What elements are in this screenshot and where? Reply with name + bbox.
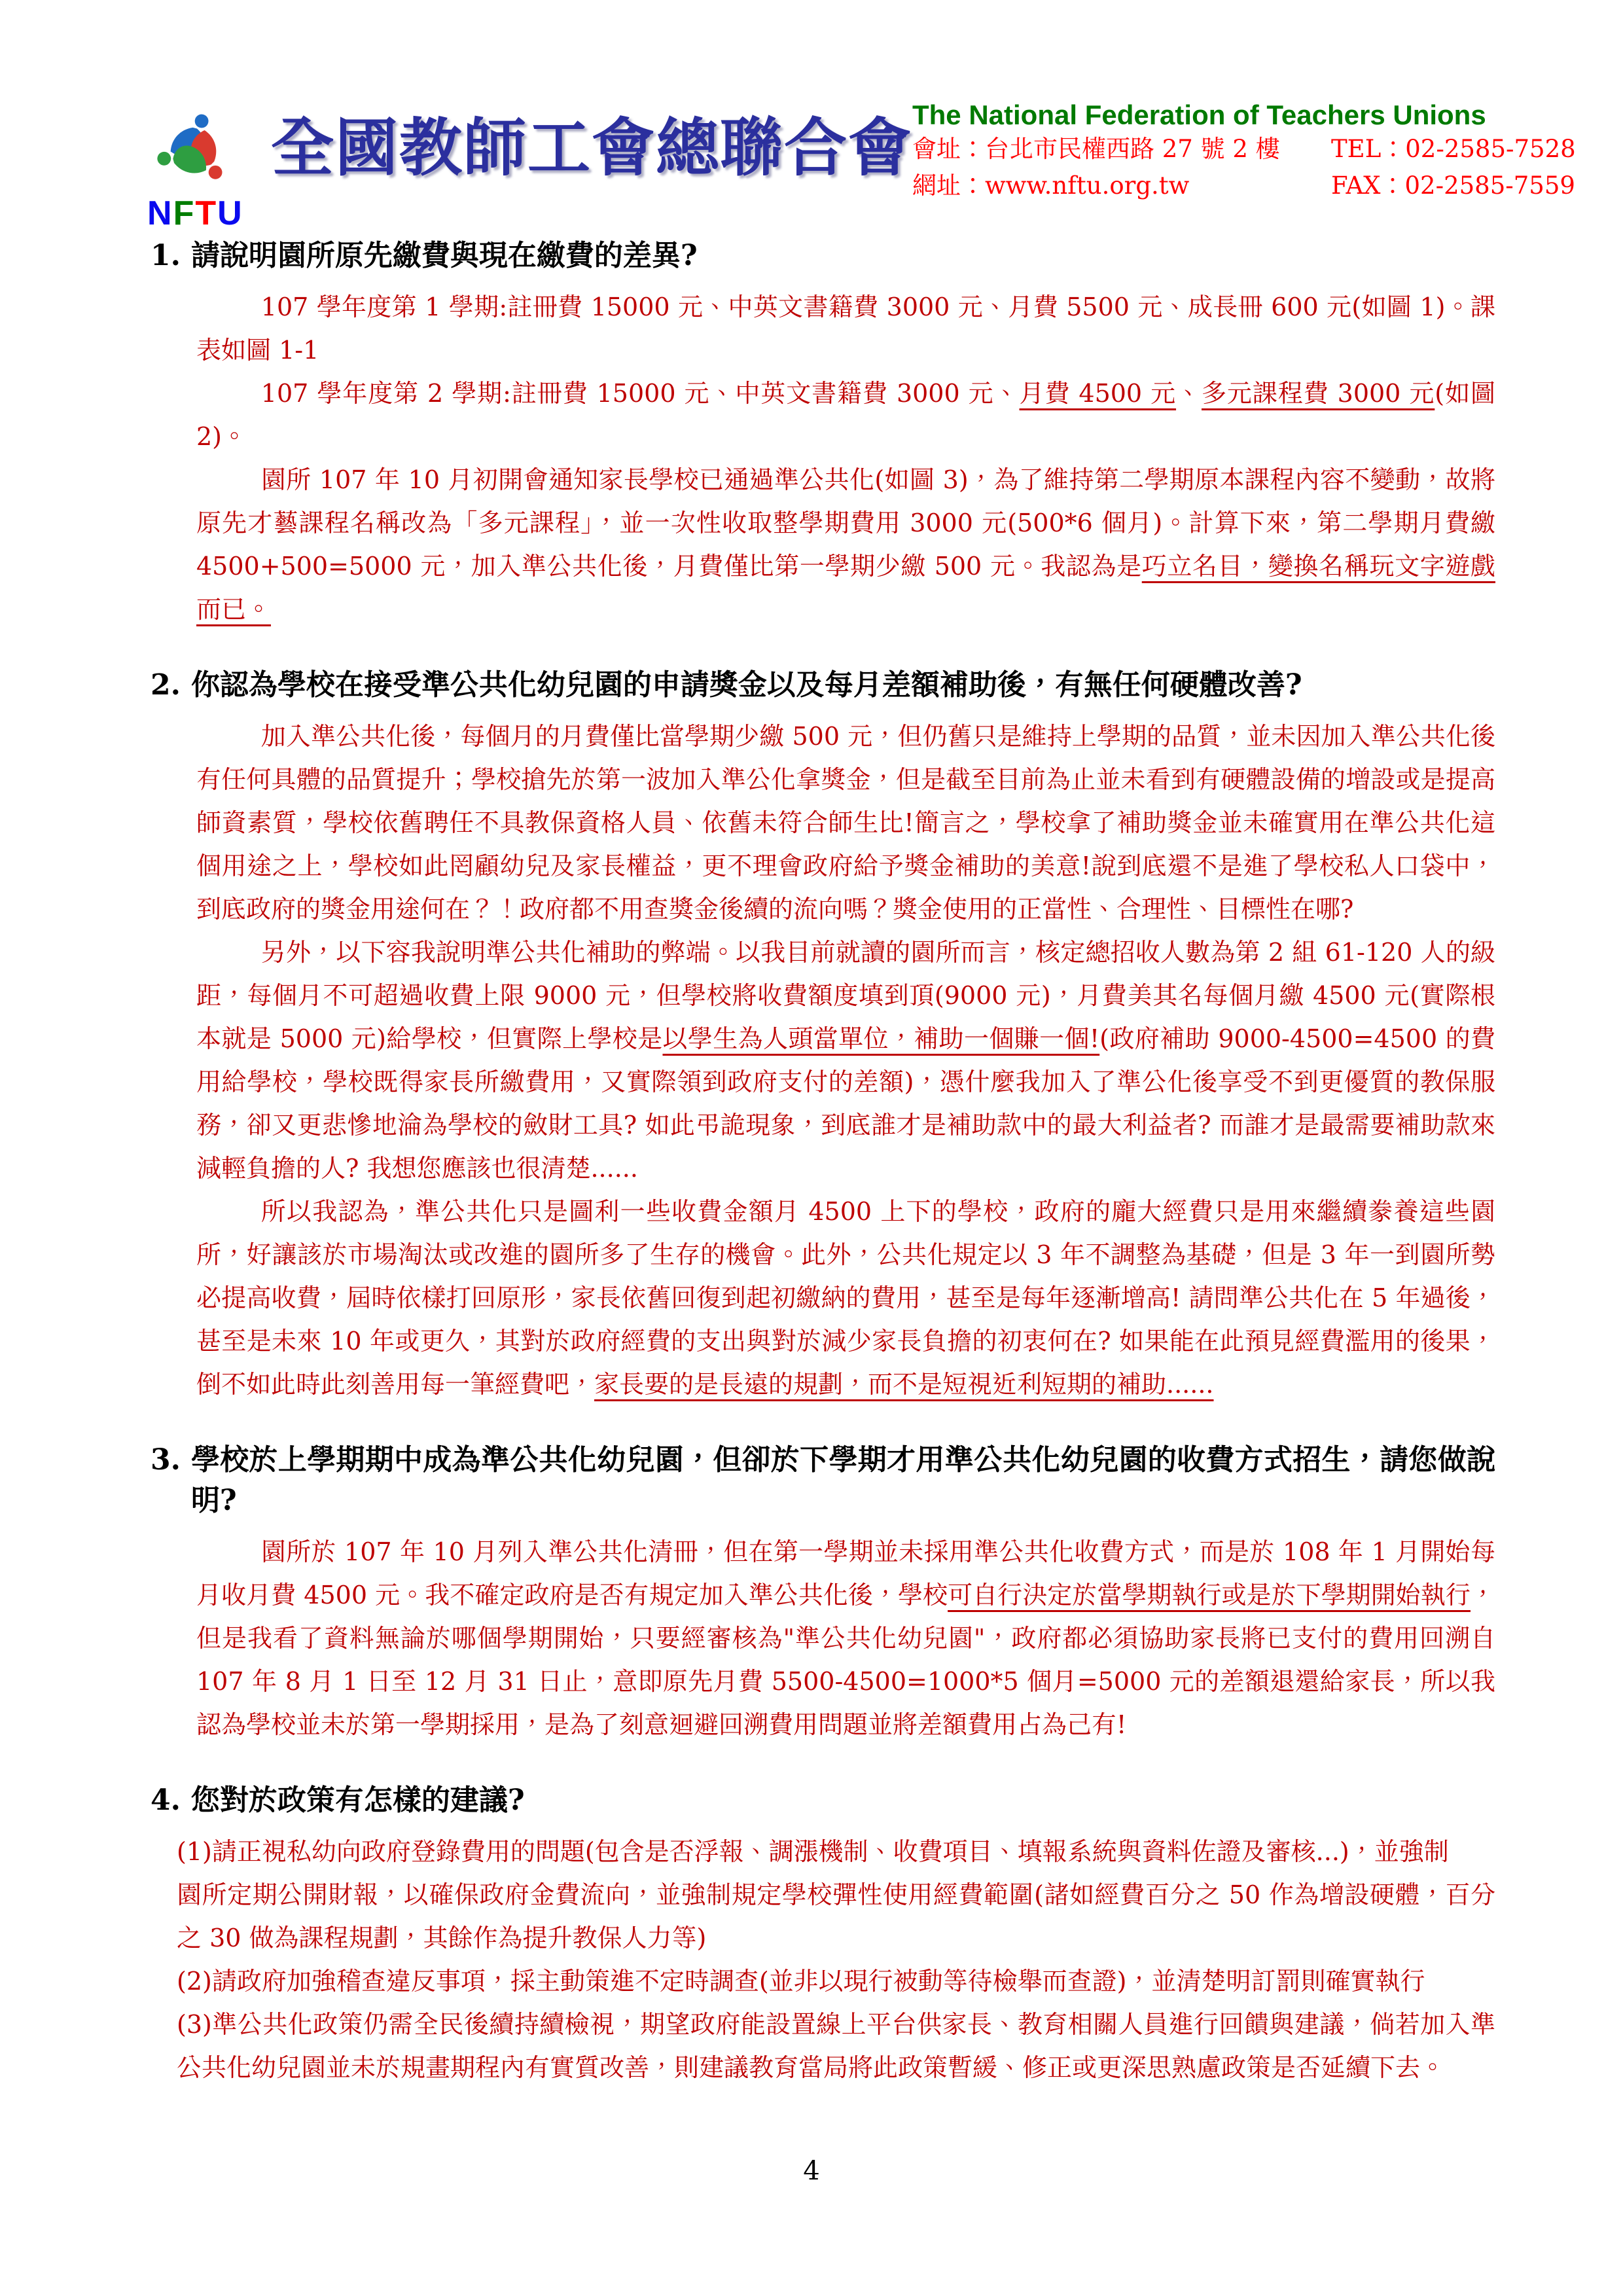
question-body	[196, 715, 1495, 1406]
acronym-letter: T	[195, 194, 218, 232]
acronym-letter: N	[147, 194, 173, 232]
question-block	[151, 1780, 1495, 2089]
paragraph	[196, 458, 1495, 631]
page-number: 4	[803, 2156, 820, 2186]
question-block	[151, 665, 1495, 1406]
contact-row	[912, 131, 1606, 168]
contact-row	[912, 168, 1606, 204]
question-title: 您對於政策有怎樣的建議?	[190, 1784, 525, 1817]
org-name-zh: 全國教師工會總聯合會	[271, 111, 912, 185]
question-number: 4.	[151, 1784, 181, 1817]
org-address: 會址：台北市民權西路 27 號 2 樓	[912, 135, 1280, 163]
underlined-text-run: 以學生為人頭當單位，補助一個賺一個!	[662, 1024, 1100, 1053]
question-title: 你認為學校在接受準公共化幼兒園的申請獎金以及每月差額補助後，有無任何硬體改善?	[190, 668, 1302, 702]
underlined-text-run: 家長要的是長遠的規劃，而不是短視近利短期的補助......	[594, 1370, 1214, 1399]
paragraph	[196, 931, 1495, 1190]
question-heading	[151, 1780, 1495, 1821]
nftu-logo	[147, 98, 262, 230]
acronym-letter: U	[217, 194, 243, 232]
question-heading	[151, 236, 1495, 276]
question-number: 3.	[151, 1443, 181, 1477]
text-run: 107 學年度第 2 學期:註冊費 15000 元、中英文書籍費 3000 元、	[260, 379, 1020, 408]
org-fax: FAX：02-2585-7559	[1331, 171, 1575, 200]
underlined-text-run: 多元課程費 3000 元	[1201, 379, 1435, 408]
text-run: 、	[1176, 379, 1202, 408]
text-run: (1)請正視私幼向政府登錄費用的問題(包含是否浮報、調漲機制、收費項目、填報系統與資料佐證及審核...)，並強制	[177, 1837, 1449, 1866]
underlined-text-run: 月費 4500 元	[1019, 379, 1177, 408]
text-run: 107 學年度第 1 學期:註冊費 15000 元、中英文書籍費 3000 元、月費 5500 元、成長冊 600 元(如圖 1)。課表如圖 1-1	[196, 293, 1495, 365]
org-tel: TEL：02-2585-7528	[1331, 135, 1576, 163]
text-run: 園所定期公開財報，以確保政府金費流向，並強制規定學校彈性使用經費範圍(諸如經費百分之 50 作為增設硬體，百分之 30 做為課程規劃，其餘作為提升教保人力等)	[177, 1880, 1495, 1952]
question-number: 2.	[151, 668, 181, 702]
underlined-text-run: 巧立名目，變換名稱玩文字遊戲而已。	[196, 552, 1495, 624]
org-name-en: The National Federation of Teachers Unions	[912, 99, 1486, 130]
org-website[interactable]: 網址：www.nftu.org.tw	[912, 171, 1190, 200]
text-run: (2)請政府加強稽查違反事項，採主動策進不定時調查(並非以現行被動等待檢舉而查證)，並清楚明訂罰則確實執行	[177, 1967, 1425, 1996]
acronym-letter: F	[173, 194, 196, 232]
paragraph	[196, 372, 1495, 458]
text-run: (3)準公共化政策仍需全民後續持續檢視，期望政府能設置線上平台供家長、教育相關人員進行回饋與建議，倘若加入準公共化幼兒園並未於規畫期程內有實質改善，則建議教育當局將此政策暫緩、修正或更深思熟慮政策是否延續下去。	[177, 2010, 1495, 2082]
nftu-acronym	[147, 196, 262, 230]
paragraph	[177, 1830, 1495, 1873]
paragraph	[196, 1190, 1495, 1406]
question-heading	[151, 1440, 1495, 1521]
question-block	[151, 1440, 1495, 1746]
text-run: ，但是我看了資料無論於哪個學期開始，只要經審核為"準公共化幼兒園"，政府都必須協助家長將已支付的費用回溯自 107 年 8 月 1 日至 12 月 31 日止，意即原先月費 5500-4500=1000*5 個月=5000 元的差額退還給家長，所以我認為學校並未於第一學期採用，是為了刻意迴避回溯費用問題並將差額費用占為己有!	[196, 1581, 1495, 1739]
paragraph	[196, 285, 1495, 372]
text-run: 所以我認為，準公共化只是圖利一些收費金額月 4500 上下的學校，政府的龐大經費只是用來繼續豢養這些園所，好讓該於市場淘汰或改進的園所多了生存的機會。此外，公共化規定以 3 年不調整為基礎，但是 3 年一到園所勢必提高收費，屆時依樣打回原形，家長依舊回復到起初繳納的費用，甚至是每年逐漸增高! 請問準公共化在 5 年過後，甚至是未來 10 年或更久，其對於政府經費的支出與對於減少家長負擔的初衷何在? 如果能在此預見經費濫用的後果，倒不如此時此刻善用每一筆經費吧，	[196, 1197, 1495, 1399]
nftu-logo-icon	[151, 98, 236, 196]
text-run: (政府補助 9000-4500=4500 的費用給學校，學校既得家長所繳費用，又實際領到政府支付的差額)，憑什麼我加入了準公化後享受不到更優質的教保服務，卻又更悲慘地淪為學校的斂財工具? 如此弔詭現象，到底誰才是補助款中的最大利益者? 而誰才是最需要補助款來減輕負擔的人? 我想您應該也很清楚......	[196, 1024, 1495, 1183]
questions	[151, 236, 1495, 2123]
question-body	[196, 285, 1495, 631]
text-run: 園所於 107 年 10 月列入準公共化清冊，但在第一學期並未採用準公共化收費方式，而是於 108 年 1 月開始每月收月費 4500 元。我不確定政府是否有規定加入準公共化後，學校	[196, 1537, 1495, 1609]
question-body	[177, 1830, 1495, 2089]
paragraph	[177, 1960, 1495, 2003]
question-number: 1.	[151, 239, 181, 272]
question-heading	[151, 665, 1495, 706]
question-block	[151, 236, 1495, 631]
text-run: (如圖 2)。	[196, 379, 1495, 451]
header-contact-block	[912, 98, 1606, 204]
page-header	[147, 98, 1576, 232]
paragraph	[196, 715, 1495, 931]
text-run: 加入準公共化後，每個月的月費僅比當學期少繳 500 元，但仍舊只是維持上學期的品質，並未因加入準公共化後有任何具體的品質提升；學校搶先於第一波加入準公化拿獎金，但是截至目前為止並未看到有硬體設備的增設或是提高師資素質，學校依舊聘任不具教保資格人員、依舊未符合師生比!簡言之，學校拿了補助獎金並未確實用在準公共化這個用途之上，學校如此罔顧幼兒及家長權益，更不理會政府給予獎金補助的美意!說到底還不是進了學校私人口袋中，到底政府的獎金用途何在？！政府都不用查獎金後續的流向嗎？獎金使用的正當性、合理性、目標性在哪?	[196, 722, 1495, 924]
paragraph	[177, 2003, 1495, 2089]
question-title: 學校於上學期期中成為準公共化幼兒園，但卻於下學期才用準公共化幼兒園的收費方式招生，請您做說明?	[190, 1443, 1495, 1517]
text-run: 園所 107 年 10 月初開會通知家長學校已通過準公共化(如圖 3)，為了維持第二學期原本課程內容不變動，故將原先才藝課程名稱改為「多元課程」，並一次性收取整學期費用 3000 元(500*6 個月)。計算下來，第二學期月費繳 4500+500=5000 元，加入準公共化後，月費僅比第一學期少繳 500 元。我認為是	[196, 465, 1495, 581]
underlined-text-run: 可自行決定於當學期執行或是於下學期開始執行	[948, 1581, 1471, 1609]
text-run: 另外，以下容我說明準公共化補助的弊端。以我目前就讀的園所而言，核定總招收人數為第 2 組 61-120 人的級距，每個月不可超過收費上限 9000 元，但學校將收費額度填到頂(9000 元)，月費美其名每個月繳 4500 元(實際根本就是 5000 元)給學校，但實際上學校是	[196, 938, 1495, 1053]
question-title: 請說明園所原先繳費與現在繳費的差異?	[190, 239, 698, 272]
page-footer	[0, 2156, 1623, 2186]
paragraph	[177, 1873, 1495, 1960]
paragraph	[196, 1530, 1495, 1746]
question-body	[196, 1530, 1495, 1746]
